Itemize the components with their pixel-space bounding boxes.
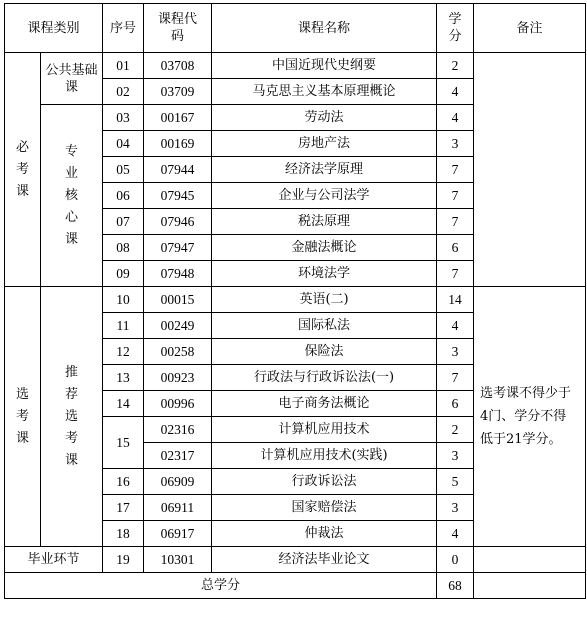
- course-seq: 08: [103, 235, 144, 261]
- group-recommended-elective: 推荐选考课: [41, 287, 103, 547]
- course-name: 计算机应用技术: [212, 417, 437, 443]
- header-row: [5, 4, 586, 53]
- course-credit: 14: [437, 287, 474, 313]
- course-seq: 09: [103, 261, 144, 287]
- group-graduation: 毕业环节: [5, 547, 103, 573]
- course-row: [5, 287, 586, 313]
- course-seq: 10: [103, 287, 144, 313]
- course-code: 00996: [144, 391, 212, 417]
- course-name: 劳动法: [212, 105, 437, 131]
- course-seq: 12: [103, 339, 144, 365]
- group-major-core: 专业核心课: [41, 105, 103, 287]
- group-public-basic: 公共基础课: [41, 53, 103, 105]
- course-name: 国际私法: [212, 313, 437, 339]
- course-name: 经济法学原理: [212, 157, 437, 183]
- course-credit: 7: [437, 209, 474, 235]
- course-credit: 3: [437, 131, 474, 157]
- course-name: 房地产法: [212, 131, 437, 157]
- course-credit: 4: [437, 79, 474, 105]
- total-credit: 68: [437, 573, 474, 599]
- course-name: 英语(二): [212, 287, 437, 313]
- header-note: 备注: [474, 4, 586, 53]
- header-credit: 学分: [437, 4, 474, 53]
- course-credit: 6: [437, 391, 474, 417]
- course-seq: 01: [103, 53, 144, 79]
- course-name: 马克思主义基本原理概论: [212, 79, 437, 105]
- course-credit: 5: [437, 469, 474, 495]
- course-name: 企业与公司法学: [212, 183, 437, 209]
- course-name: 中国近现代史纲要: [212, 53, 437, 79]
- course-code: 00169: [144, 131, 212, 157]
- course-code: 00015: [144, 287, 212, 313]
- course-credit: 0: [437, 547, 474, 573]
- course-code: 07945: [144, 183, 212, 209]
- course-code: 03709: [144, 79, 212, 105]
- course-code: 06909: [144, 469, 212, 495]
- course-code: 00249: [144, 313, 212, 339]
- course-seq: 18: [103, 521, 144, 547]
- course-credit: 3: [437, 443, 474, 469]
- course-name: 行政法与行政诉讼法(一): [212, 365, 437, 391]
- total-label: 总学分: [5, 573, 437, 599]
- course-code: 07946: [144, 209, 212, 235]
- course-credit: 4: [437, 521, 474, 547]
- course-credit: 7: [437, 183, 474, 209]
- course-seq: 19: [103, 547, 144, 573]
- course-name: 行政诉讼法: [212, 469, 437, 495]
- course-code: 06917: [144, 521, 212, 547]
- course-row: [5, 547, 586, 573]
- course-seq: 15: [103, 417, 144, 469]
- course-code: 00167: [144, 105, 212, 131]
- course-seq: 17: [103, 495, 144, 521]
- course-code: 00923: [144, 365, 212, 391]
- course-seq: 05: [103, 157, 144, 183]
- course-code: 07947: [144, 235, 212, 261]
- course-code: 02316: [144, 417, 212, 443]
- header-seq: 序号: [103, 4, 144, 53]
- course-name: 国家赔偿法: [212, 495, 437, 521]
- course-seq: 11: [103, 313, 144, 339]
- course-name: 环境法学: [212, 261, 437, 287]
- note-empty: [474, 547, 586, 573]
- course-code: 03708: [144, 53, 212, 79]
- course-name: 金融法概论: [212, 235, 437, 261]
- header-name: 课程名称: [212, 4, 437, 53]
- course-seq: 06: [103, 183, 144, 209]
- course-code: 07948: [144, 261, 212, 287]
- total-row: [5, 573, 586, 599]
- course-name: 经济法毕业论文: [212, 547, 437, 573]
- course-row: [5, 53, 586, 79]
- header-category: 课程类别: [5, 4, 103, 53]
- course-code: 02317: [144, 443, 212, 469]
- course-credit: 7: [437, 365, 474, 391]
- note-empty: [474, 53, 586, 287]
- course-credit: 7: [437, 261, 474, 287]
- course-seq: 07: [103, 209, 144, 235]
- total-note-empty: [474, 573, 586, 599]
- course-name: 税法原理: [212, 209, 437, 235]
- course-code: 06911: [144, 495, 212, 521]
- course-seq: 16: [103, 469, 144, 495]
- course-credit: 3: [437, 339, 474, 365]
- course-name: 计算机应用技术(实践): [212, 443, 437, 469]
- course-name: 保险法: [212, 339, 437, 365]
- course-code: 07944: [144, 157, 212, 183]
- course-code: 10301: [144, 547, 212, 573]
- course-seq: 02: [103, 79, 144, 105]
- course-credit: 6: [437, 235, 474, 261]
- course-seq: 03: [103, 105, 144, 131]
- course-credit: 4: [437, 105, 474, 131]
- course-credit: 2: [437, 53, 474, 79]
- course-code: 00258: [144, 339, 212, 365]
- group-required: 必考课: [5, 53, 41, 287]
- course-credit: 2: [437, 417, 474, 443]
- course-name: 电子商务法概论: [212, 391, 437, 417]
- course-credit: 4: [437, 313, 474, 339]
- course-credit: 3: [437, 495, 474, 521]
- course-credit: 7: [437, 157, 474, 183]
- elective-note: 选考课不得少于4门、学分不得低于21学分。: [474, 287, 586, 547]
- course-seq: 04: [103, 131, 144, 157]
- course-seq: 13: [103, 365, 144, 391]
- group-elective: 选考课: [5, 287, 41, 547]
- course-seq: 14: [103, 391, 144, 417]
- course-name: 仲裁法: [212, 521, 437, 547]
- course-table: [4, 3, 586, 599]
- header-code: 课程代码: [144, 4, 212, 53]
